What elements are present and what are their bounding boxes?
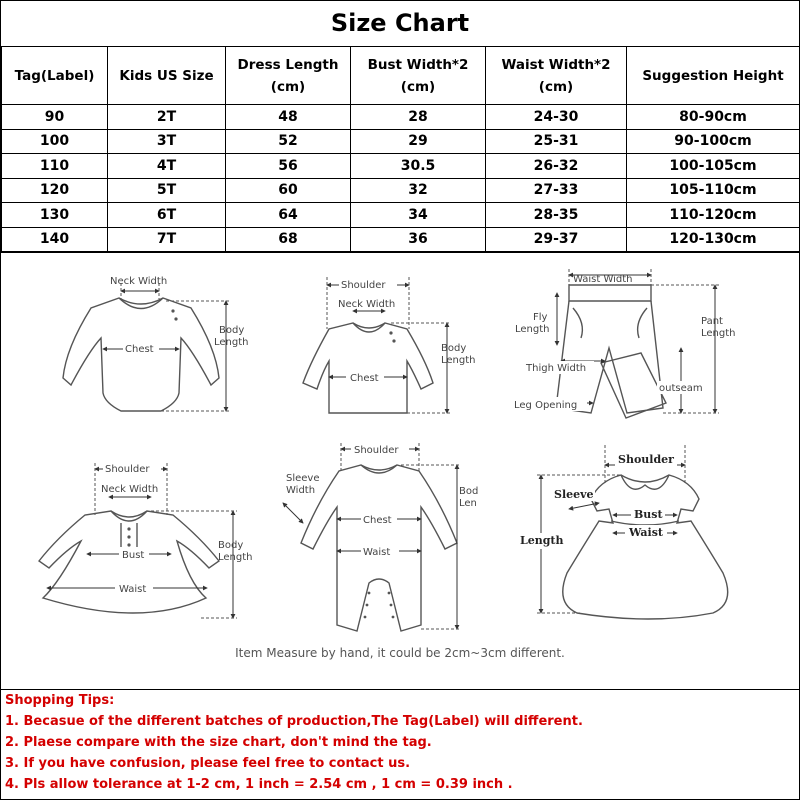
header-tag: Tag(Label) bbox=[2, 47, 108, 105]
table-cell: 68 bbox=[226, 227, 351, 252]
header-suggestion-height: Suggestion Height bbox=[627, 47, 800, 105]
table-cell: 29-37 bbox=[486, 227, 627, 252]
table-cell: 60 bbox=[226, 178, 351, 203]
pants-waist-label: Waist Width bbox=[573, 274, 633, 285]
table-cell: 32 bbox=[351, 178, 486, 203]
table-row bbox=[2, 178, 800, 203]
table-row bbox=[2, 203, 800, 228]
measurement-diagrams bbox=[1, 252, 799, 690]
table-cell: 34 bbox=[351, 203, 486, 228]
tip-item: 2. Plaese compare with the size chart, don't mind the tag. bbox=[5, 735, 432, 750]
pants-outseam-label: outseam bbox=[659, 383, 703, 394]
jumpsuit-sleeve-label-1: Sleeve bbox=[286, 473, 320, 484]
table-cell: 105-110cm bbox=[627, 178, 800, 203]
tip-item: 1. Becasue of the different batches of production,The Tag(Label) will different. bbox=[5, 714, 583, 729]
table-cell: 2T bbox=[108, 105, 226, 130]
jumpsuit-length-label-2: Len bbox=[459, 498, 477, 509]
table-row bbox=[2, 129, 800, 154]
romper-neck-label: Neck Width bbox=[110, 276, 168, 287]
table-cell: 25-31 bbox=[486, 129, 627, 154]
jumpsuit-length-label-1: Bod bbox=[459, 486, 479, 497]
table-cell: 4T bbox=[108, 154, 226, 179]
table-cell: 90 bbox=[2, 105, 108, 130]
dress-diagram bbox=[39, 462, 253, 618]
jumpsuit-shoulder-label: Shoulder bbox=[354, 445, 399, 456]
table-cell: 7T bbox=[108, 227, 226, 252]
table-row bbox=[2, 105, 800, 130]
top-shoulder-label: Shoulder bbox=[341, 280, 386, 291]
table-cell: 120-130cm bbox=[627, 227, 800, 252]
princess-dress-diagram bbox=[517, 445, 728, 619]
table-cell: 100 bbox=[2, 129, 108, 154]
table-cell: 26-32 bbox=[486, 154, 627, 179]
table-cell: 90-100cm bbox=[627, 129, 800, 154]
dress-length-label-2: Length bbox=[218, 552, 253, 563]
dress-length-label-1: Body bbox=[218, 540, 244, 551]
header-bust-width: Bust Width*2 (cm) bbox=[351, 47, 486, 105]
tip-item: 3. If you have confusion, please feel free to contact us. bbox=[5, 756, 411, 771]
princess-bust-label: Bust bbox=[634, 508, 663, 521]
pants-pant-label-1: Pant bbox=[701, 316, 723, 327]
table-cell: 56 bbox=[226, 154, 351, 179]
page-title: Size Chart bbox=[1, 1, 799, 47]
table-cell: 140 bbox=[2, 227, 108, 252]
table-cell: 27-33 bbox=[486, 178, 627, 203]
table-cell: 130 bbox=[2, 203, 108, 228]
jumpsuit-waist-label: Waist bbox=[363, 547, 391, 558]
top-length-label-1: Body bbox=[441, 343, 467, 354]
shopping-tips bbox=[1, 689, 799, 800]
header-us-size: Kids US Size bbox=[108, 47, 226, 105]
jumpsuit-sleeve-label-2: Width bbox=[286, 485, 316, 496]
table-cell: 5T bbox=[108, 178, 226, 203]
princess-shoulder-label: Shoulder bbox=[618, 453, 674, 466]
measurement-note: Item Measure by hand, it could be 2cm~3cm different. bbox=[235, 646, 565, 660]
pants-leg-opening-label: Leg Opening bbox=[514, 400, 578, 411]
table-cell: 120 bbox=[2, 178, 108, 203]
pants-fly-label-2: Length bbox=[515, 324, 550, 335]
romper-diagram bbox=[63, 276, 249, 411]
jumpsuit-chest-label: Chest bbox=[363, 515, 392, 526]
dress-neck-label: Neck Width bbox=[101, 484, 159, 495]
dress-waist-label: Waist bbox=[119, 584, 147, 595]
table-cell: 100-105cm bbox=[627, 154, 800, 179]
header-dress-length: Dress Length (cm) bbox=[226, 47, 351, 105]
top-chest-label: Chest bbox=[350, 373, 379, 384]
table-cell: 52 bbox=[226, 129, 351, 154]
dress-bust-label: Bust bbox=[122, 550, 145, 561]
table-header-row bbox=[2, 47, 800, 105]
jumpsuit-diagram bbox=[283, 442, 478, 631]
romper-length-label-1: Body bbox=[219, 325, 245, 336]
table-cell: 3T bbox=[108, 129, 226, 154]
pants-thigh-label: Thigh Width bbox=[526, 363, 587, 374]
table-cell: 80-90cm bbox=[627, 105, 800, 130]
table-cell: 48 bbox=[226, 105, 351, 130]
top-length-label-2: Length bbox=[441, 355, 476, 366]
table-cell: 64 bbox=[226, 203, 351, 228]
pants-pant-label-2: Length bbox=[701, 328, 736, 339]
table-cell: 30.5 bbox=[351, 154, 486, 179]
tips-heading: Shopping Tips: bbox=[5, 693, 115, 708]
table-cell: 28 bbox=[351, 105, 486, 130]
table-cell: 110 bbox=[2, 154, 108, 179]
princess-sleeve-label: Sleeve bbox=[554, 488, 594, 501]
princess-length-label: Length bbox=[520, 534, 564, 547]
table-row bbox=[2, 227, 800, 252]
table-row bbox=[2, 154, 800, 179]
table-cell: 36 bbox=[351, 227, 486, 252]
romper-length-label-2: Length bbox=[214, 337, 249, 348]
table-cell: 24-30 bbox=[486, 105, 627, 130]
table-cell: 110-120cm bbox=[627, 203, 800, 228]
top-neck-label: Neck Width bbox=[338, 299, 396, 310]
table-cell: 29 bbox=[351, 129, 486, 154]
top-diagram bbox=[303, 277, 476, 413]
princess-waist-label: Waist bbox=[629, 526, 663, 539]
pants-fly-label-1: Fly bbox=[533, 312, 548, 323]
pants-diagram bbox=[513, 269, 736, 418]
tip-item: 4. Pls allow tolerance at 1-2 cm, 1 inch = 2.54 cm , 1 cm = 0.39 inch . bbox=[5, 777, 513, 792]
romper-chest-label: Chest bbox=[125, 344, 154, 355]
dress-shoulder-label: Shoulder bbox=[105, 464, 150, 475]
table-cell: 6T bbox=[108, 203, 226, 228]
table-cell: 28-35 bbox=[486, 203, 627, 228]
header-waist-width: Waist Width*2 (cm) bbox=[486, 47, 627, 105]
size-table bbox=[1, 46, 800, 252]
